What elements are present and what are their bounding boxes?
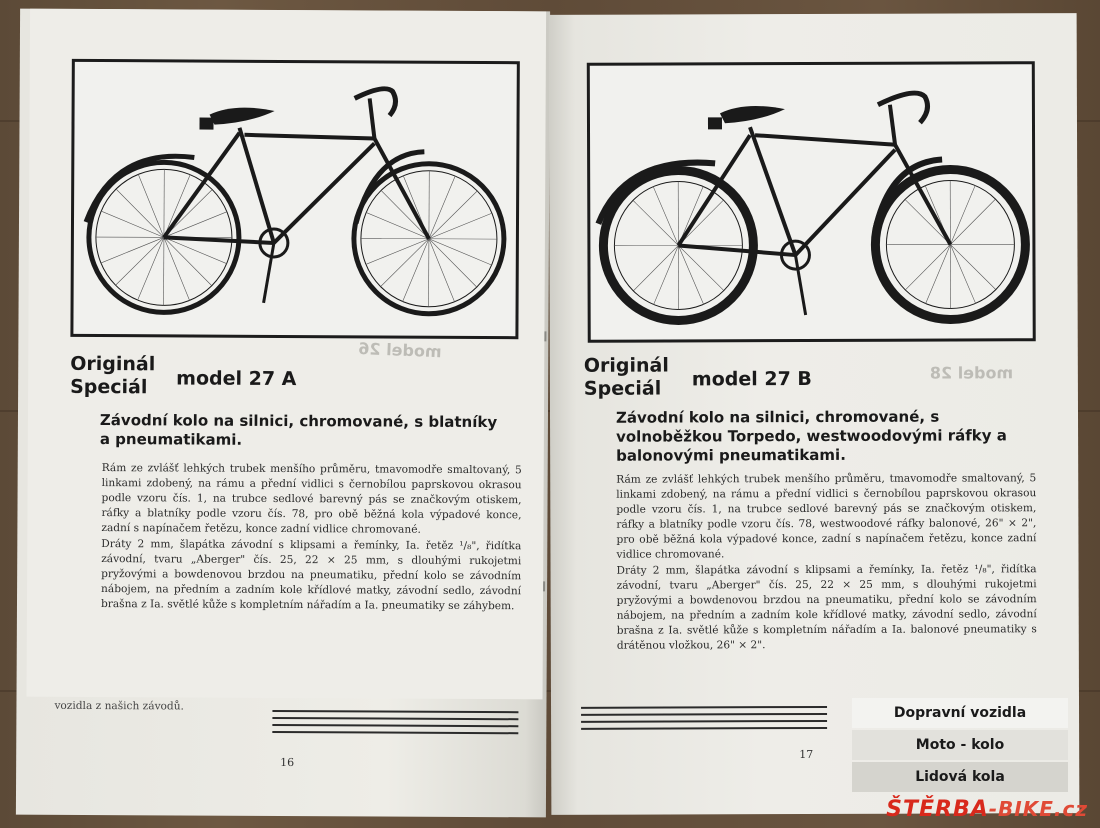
brand-heading-left bbox=[70, 353, 155, 399]
tab-dopravni-vozidla[interactable]: Dopravní vozidla bbox=[852, 698, 1068, 728]
binding-stitch bbox=[544, 331, 546, 341]
brand-line1: Originál bbox=[70, 352, 156, 376]
body-text-left bbox=[101, 461, 522, 615]
bleed-through-text: model 28 bbox=[929, 363, 1014, 383]
body-text-right bbox=[616, 471, 1037, 654]
page-number-left: 16 bbox=[280, 755, 295, 770]
site-watermark bbox=[886, 797, 1088, 822]
model-heading-left: model 27 A bbox=[176, 367, 297, 391]
tab-lidova-kola[interactable]: Lidová kola bbox=[852, 762, 1068, 792]
bicycle-photo-27b bbox=[587, 61, 1036, 343]
tab-moto-kolo[interactable]: Moto - kolo bbox=[852, 730, 1068, 760]
binding-stitch bbox=[543, 581, 545, 591]
brand-line2: Speciál bbox=[70, 375, 148, 399]
under-leaf-text: vozidla z našich závodů. bbox=[54, 699, 184, 713]
paragraph-2: Dráty 2 mm, šlapátka závodní s klipsami a řemínky, Ia. řetěz ¹/₈", řidítka závodní, tvaru „Aberger" čís. 25, 22 × 25 mm, s dlouhými rukojetmi pryžovými a bowdenovou brzdou na pneumatiku, přední kolo se závodním nábojem, na předním a zadním kole křídlové matky, závodní sedlo, závodní brašna z Ia. světlé kůže s kompletním nářadím a Ia. balonové pneumatiky s drátěnou vložkou, 26" × 2". bbox=[616, 563, 1037, 652]
watermark-suffix: -BIKE.cz bbox=[988, 797, 1088, 821]
decorative-rules-left bbox=[272, 710, 518, 739]
brand-heading-right bbox=[584, 355, 669, 401]
left-page bbox=[16, 9, 550, 818]
index-tabs bbox=[852, 698, 1068, 794]
decorative-rules-right bbox=[581, 706, 827, 735]
paragraph-2: Dráty 2 mm, šlapátka závodní s klipsami a řemínky, Ia. řetěz ¹/₈", řidítka závodní, tvaru „Aberger" čís. 25, 22 × 25 mm, s dlouhými rukojetmi pryžovými a bowdenovou brzdou na pneumatiku, přední kolo se závodním nábojem, na předním a zadním kole křídlové matky, závodní sedlo, závodní brašna z Ia. světlé kůže s kompletním nářadím a Ia. pneumatiky se záhybem. bbox=[100, 538, 522, 613]
page-number-right: 17 bbox=[799, 748, 814, 762]
model-heading-right: model 27 B bbox=[691, 368, 812, 391]
brand-line1: Originál bbox=[583, 354, 669, 377]
paragraph-1: Rám ze zvlášť lehkých trubek menšího průměru, tmavomodře smaltovaný, 5 linkami zdobený, na rámu a přední vidlici s černobílou paprskovou okrasou podle vzoru čís. 1, na trubce sedlové barevný pás se značkovým otiskem, ráfky a blatníky podle vzoru čís. 78, westwoodové ráfky balonové, 26" × 2", pro obě běžná kola výpadové konce, zadní s napínačem řetězu, konce zadní vidlice chromované. bbox=[616, 472, 1037, 561]
subtitle-left: Závodní kolo na silnici, chromované, s blatníky a pneumatikami. bbox=[99, 411, 498, 449]
bicycle-27b-icon bbox=[590, 64, 1033, 340]
brand-line2: Speciál bbox=[583, 377, 662, 400]
watermark-main: ŠTĚRBA bbox=[886, 797, 989, 822]
bicycle-27a-icon bbox=[73, 62, 516, 336]
right-page bbox=[549, 13, 1080, 815]
paragraph-1: Rám ze zvlášť lehkých trubek menšího průměru, tmavomodře smaltovaný, 5 linkami zdobený, na rámu a přední vidlici s černobílou paprskovou okrasou podle vzoru čís. 1, na trubce sedlové barevný pás se značkovým otiskem, ráfky a blatníky podle vzoru čís. 78, pro obě běžná kola výpadové konce, zadní s napínačem řetězu, konce zadní vidlice chromované. bbox=[101, 462, 522, 536]
bicycle-photo-27a bbox=[70, 59, 519, 339]
bleed-through-text: model 26 bbox=[357, 338, 442, 362]
subtitle-right: Závodní kolo na silnici, chromované, s volnoběžkou Torpedo, westwoodovými ráfky a balonovými pneumatikami. bbox=[615, 407, 1007, 465]
